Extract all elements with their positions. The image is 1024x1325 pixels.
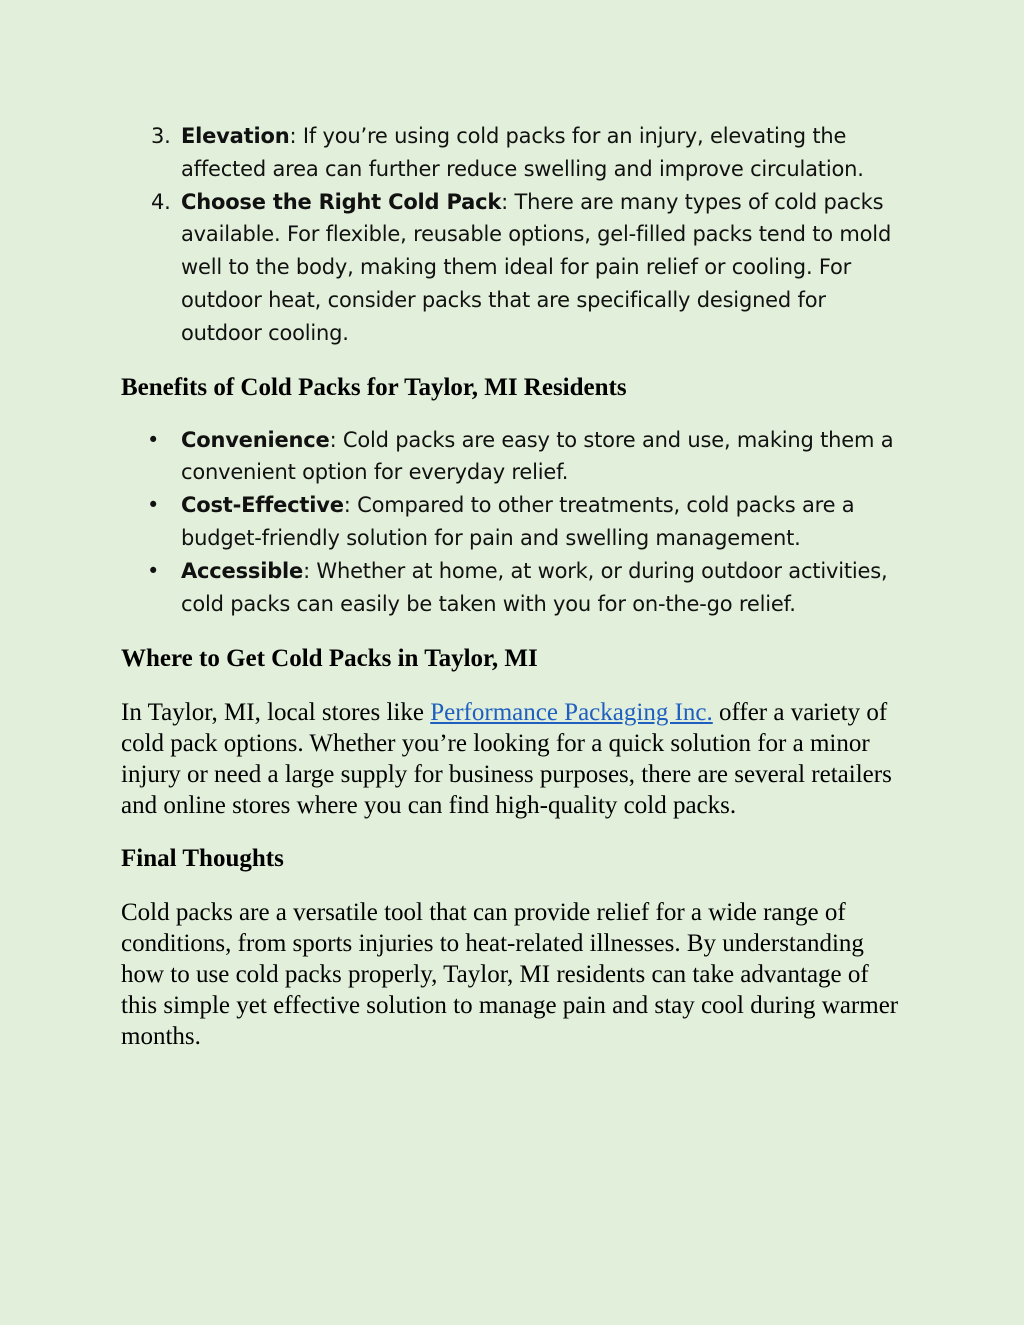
list-item-term: Choose the Right Cold Pack	[181, 189, 502, 214]
list-number: 3.	[151, 124, 171, 148]
list-item-text: : If you’re using cold packs for an injury, elevating the affected area can further reduce swelling and improve circulation.	[181, 124, 864, 181]
paragraph-text: In Taylor, MI, local stores like	[121, 699, 431, 727]
section-heading-final-thoughts: Final Thoughts	[121, 845, 284, 873]
list-number: 4.	[151, 189, 171, 214]
list-item-term: Convenience	[181, 427, 330, 452]
list-item-term: Accessible	[181, 558, 304, 583]
final-thoughts-paragraph: Cold packs are a versatile tool that can provide relief for a wide range of conditions, from sports injuries to heat-related illnesses. By understanding how to use cold packs properly, Taylor, MI residents can take advantage of this simple yet effective solution to manage pain and stay cool during warmer months.	[121, 899, 899, 1051]
list-item-accessible	[121, 555, 911, 621]
list-item-choose-cold-pack	[121, 186, 911, 350]
bullet-icon: •	[147, 427, 160, 452]
list-item-text: : Whether at home, at work, or during outdoor activities, cold packs can easily be taken with you for on-the-go relief.	[181, 558, 888, 616]
bullet-icon: •	[147, 558, 160, 583]
list-item-convenience	[121, 424, 911, 490]
where-paragraph	[121, 697, 911, 821]
list-item-text: : There are many types of cold packs available. For flexible, reusable options, gel-filled packs tend to mold well to the body, making them ideal for pain relief or cooling. For outdoor heat, consider packs that are specifically designed for outdoor cooling.	[181, 189, 892, 345]
section-heading-where: Where to Get Cold Packs in Taylor, MI	[121, 645, 538, 673]
numbered-list	[121, 120, 911, 350]
list-item-cost-effective	[121, 489, 911, 555]
bullet-icon: •	[147, 493, 160, 518]
benefits-list	[121, 424, 911, 621]
list-item-term: Elevation	[181, 124, 290, 148]
list-item-elevation	[121, 120, 911, 186]
list-item-term: Cost-Effective	[181, 493, 344, 518]
section-heading-benefits: Benefits of Cold Packs for Taylor, MI Residents	[121, 373, 627, 401]
document-page	[121, 120, 911, 1052]
paragraph-text: offer a variety of cold pack options. Whether you’re looking for a quick solution for a minor injury or need a large supply for business purposes, there are several retailers and online stores where you can find high-quality cold packs.	[121, 699, 892, 820]
list-item-text: : Compared to other treatments, cold packs are a budget-friendly solution for pain and swelling management.	[181, 493, 855, 550]
list-item-text: : Cold packs are easy to store and use, making them a convenient option for everyday relief.	[181, 427, 894, 485]
performance-packaging-link[interactable]: Performance Packaging Inc.	[430, 699, 713, 727]
